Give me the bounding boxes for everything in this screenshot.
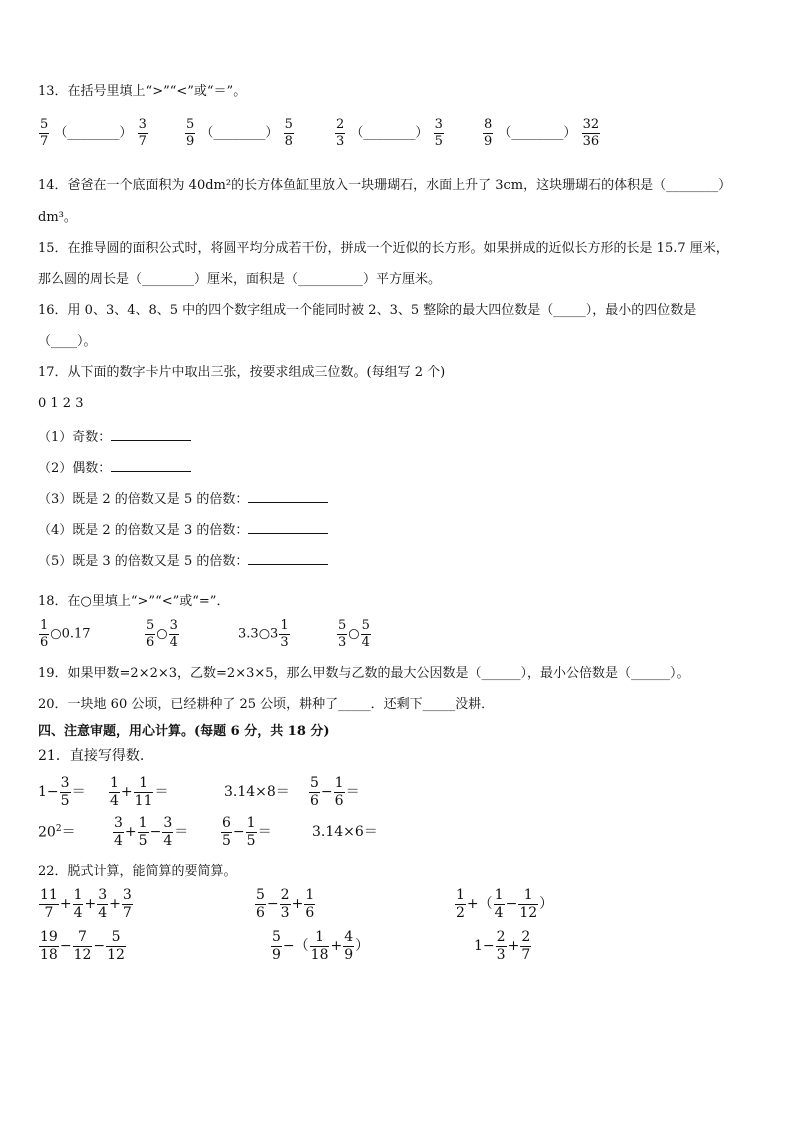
- q21-expr-6: $\frac{3}{4}$ + $\frac{1}{5}$ − $\frac{3}{4}$ ＝: [114, 815, 189, 849]
- answer-blank[interactable]: （________）: [54, 125, 133, 141]
- fraction: $\frac{3}{7}$: [138, 117, 147, 149]
- compare-circle[interactable]: ○: [348, 626, 360, 642]
- answer-line[interactable]: [248, 521, 328, 534]
- q20-text: 20．一块地 60 公顷，已经耕种了 25 公顷，耕种了_____．还剩下_____没耕．: [38, 697, 495, 712]
- q18-item-4: [336, 619, 372, 649]
- fraction: $\frac{1}{3}$: [280, 618, 289, 650]
- compare-circle[interactable]: ○: [50, 626, 62, 642]
- fraction: $\frac{3}{4}$: [169, 618, 178, 650]
- fraction: $\frac{5}{6}$: [146, 618, 155, 650]
- q22-expr-5: $\frac{5}{9}$ −（ $\frac{1}{18}$ + $\frac{4}{9}$ ）: [272, 929, 370, 963]
- section-4-title: 四、注意审题，用心计算。(每题 6 分，共 18 分): [38, 724, 330, 739]
- fraction: $\frac{5}{4}$: [361, 618, 370, 650]
- fraction: $\frac{5}{7}$: [40, 117, 49, 149]
- answer-line[interactable]: [248, 552, 328, 565]
- q21-expr-3: 3.14×8＝: [224, 784, 290, 800]
- q14-line-1: 14．爸爸在一个底面积为 40dm²的长方体鱼缸里放入一块珊瑚石，水面上升了 3cm，这块珊瑚石的体积是（________）: [38, 178, 732, 193]
- q21-title: 21．直接写得数.: [38, 748, 145, 764]
- fraction: $\frac{1}{6}$: [40, 618, 49, 650]
- q21-expr-8: 3.14×6＝: [312, 824, 378, 840]
- q13-item-4: [482, 118, 601, 148]
- answer-line[interactable]: [111, 428, 191, 441]
- fraction: $\frac{3}{5}$: [434, 117, 443, 149]
- q17-sub-5: （5）既是 3 的倍数又是 5 的倍数：: [38, 552, 328, 570]
- q14-line-2: dm³。: [38, 210, 77, 225]
- q18-item-2: [144, 619, 180, 649]
- q21-expr-4: $\frac{5}{6}$ − $\frac{1}{6}$ ＝: [310, 775, 360, 809]
- fraction: $\frac{8}{9}$: [484, 117, 493, 149]
- q18-title: 18．在○里填上“>”“<”或“=”．: [38, 594, 230, 609]
- q18-item-1: $\frac{1}{6}$ ○0.17: [40, 618, 91, 650]
- q22-expr-6: 1− $\frac{2}{3}$ + $\frac{2}{7}$: [474, 929, 531, 963]
- q21-expr-2: $\frac{1}{4}$ + $\frac{1}{11}$ ＝: [110, 775, 169, 809]
- q22-expr-2: $\frac{5}{6}$ − $\frac{2}{3}$ + $\frac{1}{6}$: [256, 887, 315, 921]
- q22-expr-3: $\frac{1}{2}$ +（ $\frac{1}{4}$ − $\frac{1}{12}$ ）: [456, 887, 554, 921]
- q13-item-1: [38, 118, 149, 148]
- q17-sub-1: （1）奇数：: [38, 428, 191, 446]
- q22-title: 22．脱式计算，能简算的要简算。: [38, 864, 237, 879]
- fraction: $\frac{2}{3}$: [336, 117, 345, 149]
- fraction: $\frac{32}{36}$: [582, 117, 600, 149]
- q17-sub-2: （2）偶数：: [38, 459, 191, 477]
- fraction: $\frac{5}{8}$: [284, 117, 293, 149]
- q13-item-2: [184, 118, 295, 148]
- q18-item-3: 3.3○3 $\frac{1}{3}$: [238, 618, 289, 650]
- answer-line[interactable]: [248, 490, 328, 503]
- compare-circle[interactable]: ○: [258, 626, 271, 642]
- answer-blank[interactable]: （________）: [350, 125, 429, 141]
- q13-title: 13．在括号里填上“>”“<”或“＝”。: [38, 84, 247, 99]
- q21-expr-1: 1− $\frac{3}{5}$ ＝: [38, 775, 86, 809]
- compare-circle[interactable]: ○: [156, 626, 168, 642]
- q19-text: 19．如果甲数=2×2×3，乙数=2×3×5，那么甲数与乙数的最大公因数是（______），最小公倍数是（______）。: [38, 666, 690, 681]
- q15-line-1: 15．在推导圆的面积公式时，将圆平均分成若干份，拼成一个近似的长方形。如果拼成的近似长方形的长是 15.7 厘米，: [38, 241, 729, 256]
- fraction: $\frac{5}{3}$: [338, 618, 347, 650]
- q22-expr-1: $\frac{11}{7}$ + $\frac{1}{4}$ + $\frac{3}{4}$ + $\frac{3}{7}$: [40, 887, 132, 921]
- answer-line[interactable]: [111, 459, 191, 472]
- q16-line-2: （____）。: [38, 334, 97, 349]
- q21-expr-7: $\frac{6}{5}$ − $\frac{1}{5}$ ＝: [222, 815, 272, 849]
- q21-expr-5: $20^2=$: [38, 824, 76, 841]
- q22-expr-4: $\frac{19}{18}$ − $\frac{7}{12}$ − $\frac{5}{12}$: [40, 929, 125, 963]
- q17-sub-3: （3）既是 2 的倍数又是 5 的倍数：: [38, 490, 328, 508]
- q17-number-cards: 0 1 2 3: [38, 396, 84, 411]
- q16-line-1: 16．用 0、3、4、8、5 中的四个数字组成一个能同时被 2、3、5 整除的最大四位数是（_____），最小的四位数是: [38, 303, 697, 318]
- answer-blank[interactable]: （________）: [498, 125, 577, 141]
- q17-sub-4: （4）既是 2 的倍数又是 3 的倍数：: [38, 521, 328, 539]
- answer-blank[interactable]: （________）: [200, 125, 279, 141]
- fraction: $\frac{5}{9}$: [186, 117, 195, 149]
- q13-item-3: [334, 118, 445, 148]
- q17-title: 17．从下面的数字卡片中取出三张，按要求组成三位数。(每组写 2 个): [38, 365, 446, 380]
- q15-line-2: 那么圆的周长是（________）厘米，面积是（__________）平方厘米。: [38, 272, 442, 287]
